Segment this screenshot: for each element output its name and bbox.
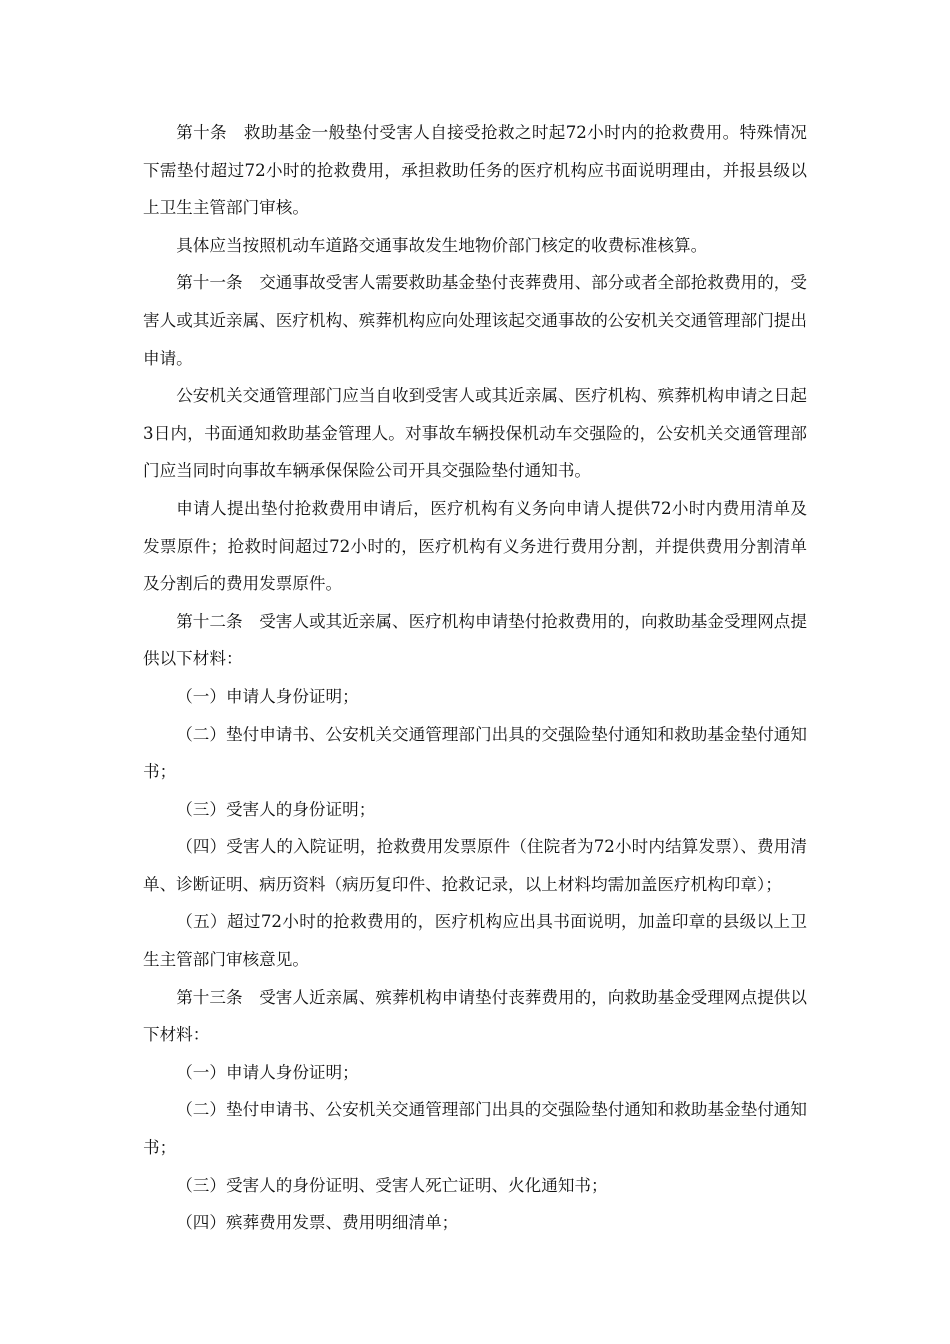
article-11-paragraph: 第十一条 交通事故受害人需要救助基金垫付丧葬费用、部分或者全部抢救费用的，受害人或其近亲属、医疗机构、殡葬机构应向处理该起交通事故的公安机关交通管理部门提出申请。: [143, 273, 807, 368]
article-13-item-3: （三）受害人的身份证明、受害人死亡证明、火化通知书；: [176, 1175, 608, 1195]
article-12-item-3: （三）受害人的身份证明；: [176, 799, 376, 819]
article-12-item-2: （二）垫付申请书、公安机关交通管理部门出具的交强险垫付通知和救助基金垫付通知书；: [143, 724, 807, 782]
document-body: [143, 114, 807, 1242]
article-13-item-4: （四）殡葬费用发票、费用明细清单；: [176, 1213, 459, 1233]
article-13-item-1: （一）申请人身份证明；: [176, 1062, 359, 1082]
article-12-paragraph: 第十二条 受害人或其近亲属、医疗机构申请垫付抢救费用的，向救助基金受理网点提供以下材料：: [143, 611, 807, 669]
article-11-invoice-paragraph: 申请人提出垫付抢救费用申请后，医疗机构有义务向申请人提供72小时内费用清单及发票原件；抢救时间超过72小时的，医疗机构有义务进行费用分割，并提供费用分割清单及分割后的费用发票原件。: [143, 498, 807, 594]
article-13-paragraph: 第十三条 受害人近亲属、殡葬机构申请垫付丧葬费用的，向救助基金受理网点提供以下材料：: [143, 987, 807, 1045]
article-12-item-1: （一）申请人身份证明；: [176, 686, 359, 706]
article-10-paragraph: 第十条 救助基金一般垫付受害人自接受抢救之时起72小时内的抢救费用。特殊情况下需垫付超过72小时的抢救费用，承担救助任务的医疗机构应书面说明理由，并报县级以上卫生主管部门审核。: [143, 123, 807, 218]
article-11-notice-paragraph: 公安机关交通管理部门应当自收到受害人或其近亲属、医疗机构、殡葬机构申请之日起3日内，书面通知救助基金管理人。对事故车辆投保机动车交强险的，公安机关交通管理部门应当同时向事故车辆承保保险公司开具交强险垫付通知书。: [143, 386, 807, 481]
article-13-item-2: （二）垫付申请书、公安机关交通管理部门出具的交强险垫付通知和救助基金垫付通知书；: [143, 1100, 807, 1158]
article-10-standard-paragraph: 具体应当按照机动车道路交通事故发生地物价部门核定的收费标准核算。: [176, 235, 708, 255]
article-12-item-4: （四）受害人的入院证明，抢救费用发票原件（住院者为72小时内结算发票）、费用清单、诊断证明、病历资料（病历复印件、抢救记录，以上材料均需加盖医疗机构印章）；: [143, 837, 807, 894]
article-12-item-5: （五）超过72小时的抢救费用的，医疗机构应出具书面说明，加盖印章的县级以上卫生主管部门审核意见。: [143, 912, 807, 970]
